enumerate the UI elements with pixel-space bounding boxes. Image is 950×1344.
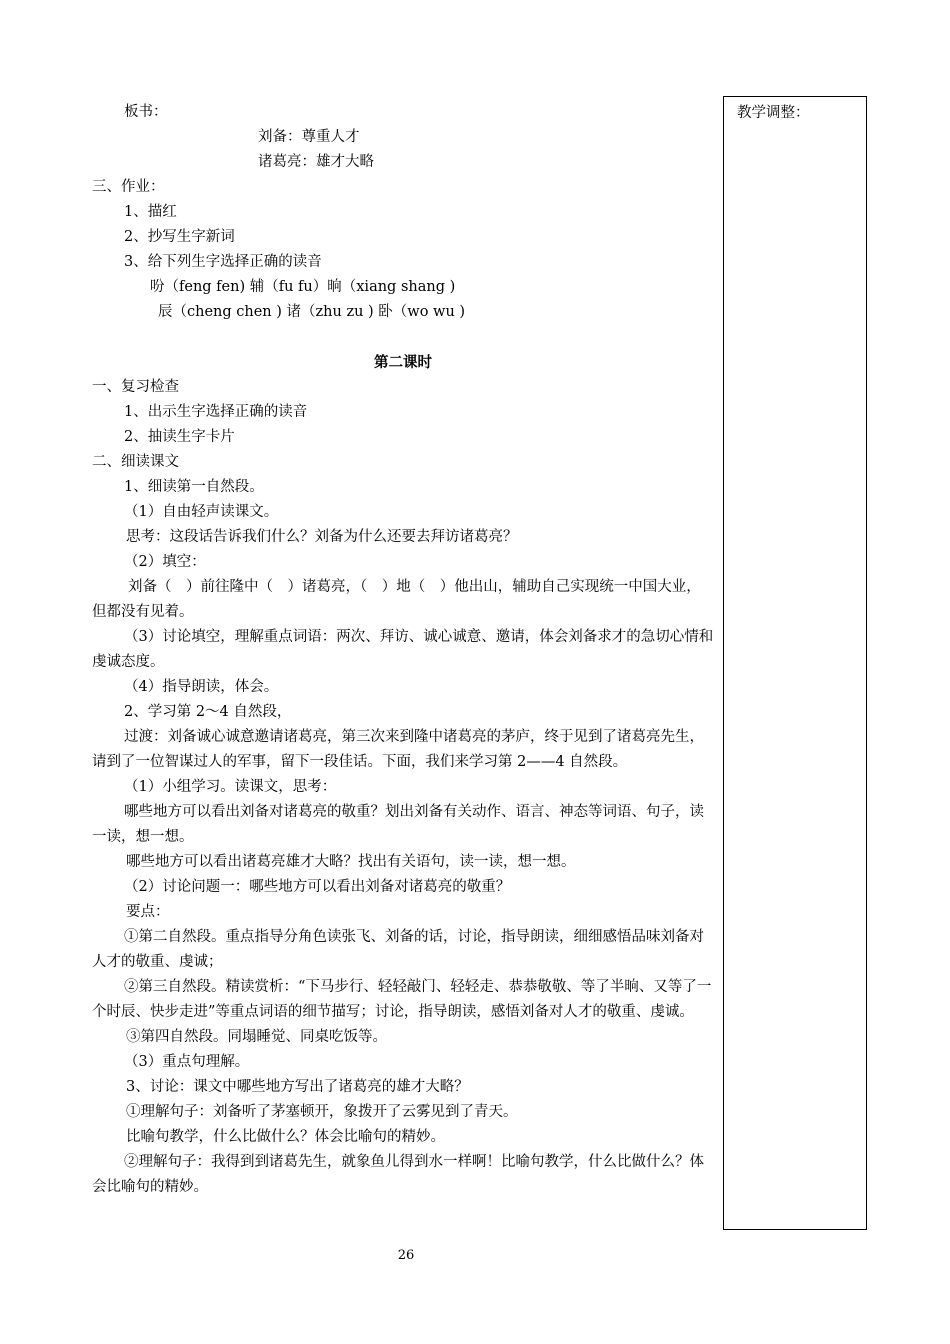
- pronunciation-line-1: 吩（feng fen) 辅（fu fu）晌（xiang shang ): [150, 279, 456, 295]
- sentence-1-note: 比喻句教学，什么比做什么？体会比喻句的精妙。: [126, 1129, 445, 1145]
- reading-step-1-1: （1）自由轻声读课文。: [124, 504, 279, 520]
- key-points-label: 要点：: [126, 904, 170, 920]
- question-paragraph-1: 哪些地方可以看出刘备对诸葛亮的敬重？划出刘备有关动作、语言、神态等词语、句子，读一读，想一想。: [92, 804, 704, 845]
- homework-item-1: 1、描红: [124, 204, 177, 220]
- reading-step-1-4: （4）指导朗读，体会。: [124, 679, 279, 695]
- key-point-1: ①第二自然段。重点指导分角色读张飞、刘备的话，讨论，指导朗读，细细感悟品味刘备对人才的敬重、虔诚；: [92, 929, 704, 970]
- sentence-1: ①理解句子：刘备听了茅塞顿开，象拨开了云雾见到了青天。: [126, 1104, 518, 1120]
- key-point-2: ②第三自然段。精读赏析：“下马步行、轻轻敲门、轻轻走、恭恭敬敬、等了半晌、又等了一个时辰、快步走进”等重点词语的细节描写；讨论，指导朗读，感悟刘备对人才的敬重、虔诚。: [92, 979, 712, 1020]
- reading-step-1-2: （2）填空：: [124, 554, 206, 570]
- homework-item-3: 3、给下列生字选择正确的读音: [124, 254, 322, 270]
- fill-blank-paragraph: 刘备（ ）前往隆中（ ）诸葛亮，（ ）地（ ）他出山，辅助自己实现统一中国大业，但都没有见着。: [92, 579, 701, 620]
- reading-step-1: 1、细读第一自然段。: [124, 479, 264, 495]
- section-reading: 二、细读课文: [92, 454, 179, 470]
- reading-step-2: 2、学习第 2～4 自然段，: [124, 704, 292, 720]
- review-item-2: 2、抽读生字卡片: [124, 429, 235, 445]
- teaching-adjustment-box: [723, 96, 867, 1230]
- homework-item-2: 2、抄写生字新词: [124, 229, 235, 245]
- review-item-1: 1、出示生字选择正确的读音: [124, 404, 308, 420]
- main-content: [92, 100, 714, 1200]
- reading-step-2-2: （2）讨论问题一：哪些地方可以看出刘备对诸葛亮的敬重？: [124, 879, 511, 895]
- reading-step-2-1: （1）小组学习。读课文，思考：: [124, 779, 337, 795]
- teaching-adjustment-label: 教学调整：: [737, 105, 810, 121]
- question-line-2: 哪些地方可以看出诸葛亮雄才大略？找出有关语句，读一读，想一想。: [126, 854, 576, 870]
- pronunciation-line-2: 辰（cheng chen ) 诸（zhu zu ) 卧（wo wu ): [158, 304, 466, 320]
- reading-step-3: 3、讨论：课文中哪些地方写出了诸葛亮的雄才大略？: [126, 1079, 469, 1095]
- key-point-3: ③第四自然段。同塌睡觉、同桌吃饭等。: [126, 1029, 387, 1045]
- section-homework: 三、作业：: [92, 179, 165, 195]
- page-number: 26: [397, 1248, 415, 1263]
- transition-paragraph: 过渡：刘备诚心诚意邀请诸葛亮，第三次来到隆中诸葛亮的茅庐，终于见到了诸葛亮先生，请到了一位智谋过人的军事，留下一段佳话。下面，我们来学习第 2——4 自然段。: [92, 729, 704, 770]
- discussion-paragraph: （3）讨论填空，理解重点词语：两次、拜访、诚心诚意、邀请，体会刘备求才的急切心情和虔诚态度。: [92, 629, 714, 670]
- sentence-2-paragraph: ②理解句子：我得到到诸葛先生，就象鱼儿得到水一样啊！比喻句教学，什么比做什么？体会比喻句的精妙。: [92, 1154, 704, 1195]
- section-review: 一、复习检查: [92, 379, 179, 395]
- reading-question: 思考：这段话告诉我们什么？刘备为什么还要去拜访诸葛亮？: [126, 529, 518, 545]
- blackboard-heading: 板书：: [124, 104, 168, 120]
- blackboard-line-zhugeliang: 诸葛亮：雄才大略: [258, 154, 374, 170]
- blackboard-line-liubei: 刘备：尊重人才: [258, 129, 360, 145]
- reading-step-2-3: （3）重点句理解。: [124, 1054, 250, 1070]
- lesson-title: 第二课时: [374, 354, 432, 371]
